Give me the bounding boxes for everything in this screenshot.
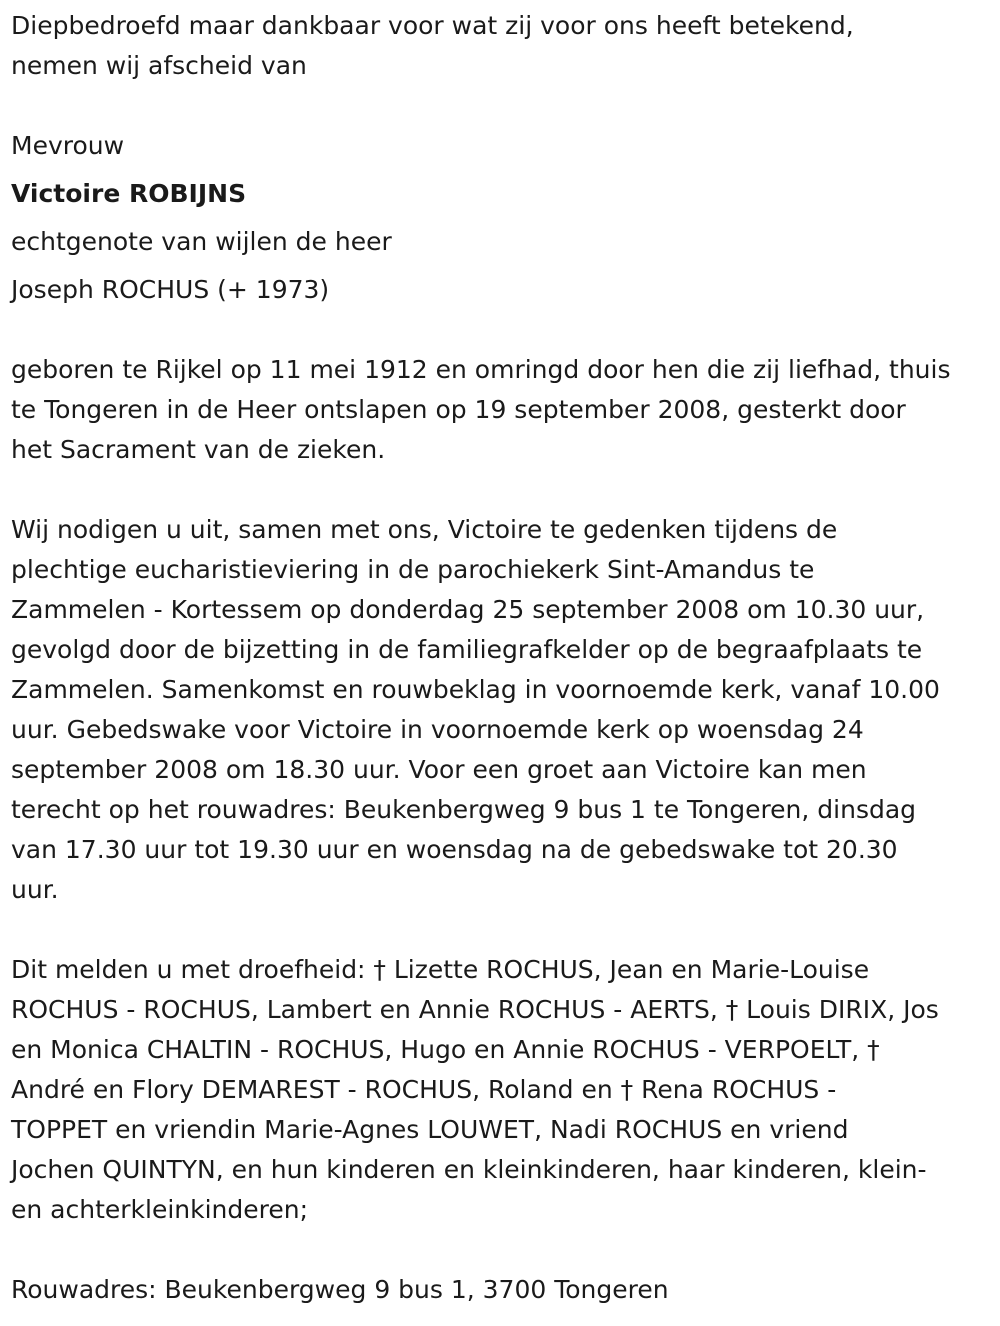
invitation-line-7: september 2008 om 18.30 uur. Voor een groet aan Victoire kan men [11,755,867,784]
invitation-line-1: Wij nodigen u uit, samen met ons, Victoire te gedenken tijdens de [11,515,838,544]
deceased-spouse: Joseph ROCHUS (+ 1973) [11,275,330,304]
invitation-line-9: van 17.30 uur tot 19.30 uur en woensdag na de gebedswake tot 20.30 [11,835,898,864]
deceased-title: Mevrouw [11,131,125,160]
invitation-line-8: terecht op het rouwadres: Beukenbergweg 9 bus 1 te Tongeren, dinsdag [11,795,917,824]
birth-death-line-3: het Sacrament van de zieken. [11,435,386,464]
deceased-relation: echtgenote van wijlen de heer [11,227,392,256]
intro-line-2: nemen wij afscheid van [11,51,307,80]
family-line-6: Jochen QUINTYN, en hun kinderen en kleinkinderen, haar kinderen, klein- [11,1155,927,1184]
mourning-address: Rouwadres: Beukenbergweg 9 bus 1, 3700 Tongeren [11,1275,669,1304]
family-line-7: en achterkleinkinderen; [11,1195,309,1224]
invitation-line-10: uur. [11,875,59,904]
family-line-3: en Monica CHALTIN - ROCHUS, Hugo en Annie ROCHUS - VERPOELT, † [11,1035,880,1064]
invitation-line-2: plechtige eucharistieviering in de parochiekerk Sint-Amandus te [11,555,815,584]
family-line-1: Dit melden u met droefheid: † Lizette ROCHUS, Jean en Marie-Louise [11,955,870,984]
family-line-5: TOPPET en vriendin Marie-Agnes LOUWET, Nadi ROCHUS en vriend [11,1115,849,1144]
intro-line-1: Diepbedroefd maar dankbaar voor wat zij voor ons heeft betekend, [11,11,854,40]
family-line-4: André en Flory DEMAREST - ROCHUS, Roland en † Rena ROCHUS - [11,1075,837,1104]
deceased-name: Victoire ROBIJNS [11,179,247,208]
birth-death-line-1: geboren te Rijkel op 11 mei 1912 en omringd door hen die zij liefhad, thuis [11,355,951,384]
family-line-2: ROCHUS - ROCHUS, Lambert en Annie ROCHUS - AERTS, † Louis DIRIX, Jos [11,995,939,1024]
invitation-line-5: Zammelen. Samenkomst en rouwbeklag in voornoemde kerk, vanaf 10.00 [11,675,940,704]
invitation-line-6: uur. Gebedswake voor Victoire in voornoemde kerk op woensdag 24 [11,715,864,744]
invitation-line-3: Zammelen - Kortessem op donderdag 25 september 2008 om 10.30 uur, [11,595,925,624]
birth-death-line-2: te Tongeren in de Heer ontslapen op 19 september 2008, gesterkt door [11,395,906,424]
invitation-line-4: gevolgd door de bijzetting in de familiegrafkelder op de begraafplaats te [11,635,923,664]
